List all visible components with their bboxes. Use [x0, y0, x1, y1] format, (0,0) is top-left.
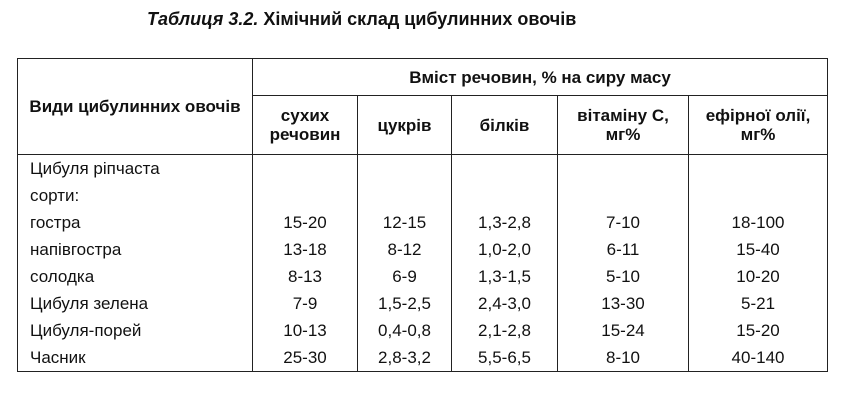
- cell: 0,4-0,8: [378, 321, 431, 340]
- row-name: Цибуля-порей: [30, 321, 142, 340]
- cell: 15-20: [736, 321, 780, 340]
- header-sugars: цукрів: [358, 96, 452, 155]
- cell: 15-24: [601, 321, 645, 340]
- cell: [689, 182, 827, 209]
- cell: 8-12: [387, 240, 422, 259]
- caption-lead: Таблиця 3.2.: [147, 9, 259, 29]
- cell: 13-30: [601, 294, 645, 313]
- cell: 1,0-2,0: [478, 240, 531, 259]
- essential-oil-column: [689, 155, 828, 372]
- cell: [689, 155, 827, 182]
- header-proteins: білків: [452, 96, 558, 155]
- composition-table: [17, 58, 828, 372]
- cell: 15-20: [283, 213, 327, 232]
- cell: 10-20: [736, 267, 780, 286]
- row-name: гостра: [30, 213, 81, 232]
- header-dry-matter: сухих речовин: [253, 96, 358, 155]
- cell: 2,4-3,0: [478, 294, 531, 313]
- cell: 8-10: [605, 348, 641, 367]
- header-vitamin-c: вітаміну С, мг%: [558, 96, 689, 155]
- sugars-column: [358, 155, 452, 372]
- row-name: Цибуля ріпчаста: [30, 159, 160, 178]
- cell: 40-140: [731, 348, 785, 367]
- row-name: напівгостра: [30, 240, 122, 259]
- cell: 18-100: [731, 213, 785, 232]
- cell: 13-18: [283, 240, 327, 259]
- cell: [358, 155, 451, 182]
- cell: [452, 182, 557, 209]
- cell: 6-9: [392, 267, 417, 286]
- cell: 15-40: [736, 240, 780, 259]
- cell: 1,3-2,8: [478, 213, 531, 232]
- dry-matter-column: [253, 155, 358, 372]
- header-essential-oil: ефірної олії, мг%: [689, 96, 828, 155]
- row-name: солодка: [30, 267, 95, 286]
- cell: 1,3-1,5: [478, 267, 531, 286]
- header-content-group: Вміст речовин, % на сиру масу: [253, 59, 828, 96]
- cell: 2,1-2,8: [478, 321, 531, 340]
- cell: [253, 155, 357, 182]
- cell: [558, 182, 688, 209]
- cell: 7-9: [292, 294, 318, 313]
- cell: 25-30: [283, 348, 327, 367]
- cell: [452, 155, 557, 182]
- row-name: Цибуля зелена: [30, 294, 149, 313]
- cell: 7-10: [605, 213, 641, 232]
- cell: 8-13: [287, 267, 323, 286]
- cell: [253, 182, 357, 209]
- row-name: сорти:: [30, 186, 80, 205]
- cell: 5-10: [605, 267, 641, 286]
- header-kind-column: Види цибулинних овочів: [18, 59, 253, 155]
- cell: 12-15: [382, 213, 427, 232]
- cell: 6-11: [606, 240, 640, 259]
- caption-title: Хімічний склад цибулинних овочів: [263, 9, 577, 29]
- cell: [358, 182, 451, 209]
- cell: 5-21: [741, 294, 776, 313]
- row-name: Часник: [30, 348, 86, 367]
- cell: 1,5-2,5: [378, 294, 431, 313]
- proteins-column: [452, 155, 558, 372]
- cell: 5,5-6,5: [478, 348, 531, 367]
- cell: 10-13: [283, 321, 327, 340]
- vegetable-name-column: [18, 155, 253, 372]
- vitamin-c-column: [558, 155, 689, 372]
- table-caption: [147, 9, 576, 30]
- cell: [558, 155, 688, 182]
- cell: 2,8-3,2: [378, 348, 431, 367]
